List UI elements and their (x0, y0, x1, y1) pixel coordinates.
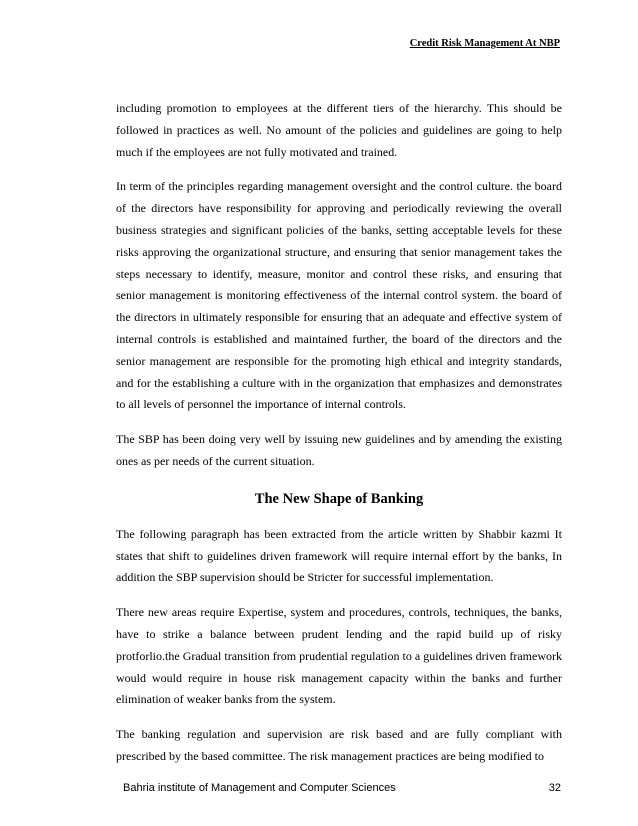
section-heading: The New Shape of Banking (254, 490, 424, 507)
paragraph-3: The SBP has been doing very well by issuing new guidelines and by amending the existing ones as per needs of the current situation. (116, 432, 562, 468)
footer-institution: Bahria institute of Management and Computer Sciences (123, 782, 396, 794)
body-text (116, 98, 562, 781)
paragraph-2: In term of the principles regarding management oversight and the control culture. the board of the directors have responsibility for approving and periodically reviewing the overall business strategies and significant policies of the banks, setting acceptable levels for these risks approving the organizational structure, and ensuring that senior management takes the steps necessary to identify, measure, monitor and control these risks, and ensuring that senior management is monitoring effectiveness of the internal control system. the board of the directors in ultimately responsible for ensuring that an adequate and effective system of internal controls is established and maintained further, the board of the directors and the senior management are responsible for the promoting high ethical and integrity standards, and for the establishing a culture with in the organization that emphasizes and demonstrates to all levels of personnel the importance of internal controls. (116, 179, 562, 412)
page-footer (123, 782, 561, 794)
paragraph-1: including promotion to employees at the different tiers of the hierarchy. This should be followed in practices as well. No amount of the policies and guidelines are going to help much if the employees are not fully motivated and trained. (116, 101, 562, 159)
running-header-title: Credit Risk Management At NBP (409, 38, 560, 49)
paragraph-6: The banking regulation and supervision are risk based and are fully compliant with prescribed by the based committee. The risk management practices are being modified to (116, 727, 562, 763)
page-number: 32 (548, 782, 561, 794)
paragraph-4: The following paragraph has been extracted from the article written by Shabbir kazmi It states that shift to guidelines driven framework will require internal effort by the banks, In addition the SBP supervision should be Stricter for successful implementation. (116, 526, 562, 585)
paragraph-5: There new areas require Expertise, system and procedures, controls, techniques, the banks, have to strike a balance between prudent lending and the rapid build up of risky protforlio.the Gradual transition from prudential regulation to a guidelines driven framework would would require in house risk management capacity within the banks and further elimination of weaker banks from the system. (116, 605, 562, 707)
